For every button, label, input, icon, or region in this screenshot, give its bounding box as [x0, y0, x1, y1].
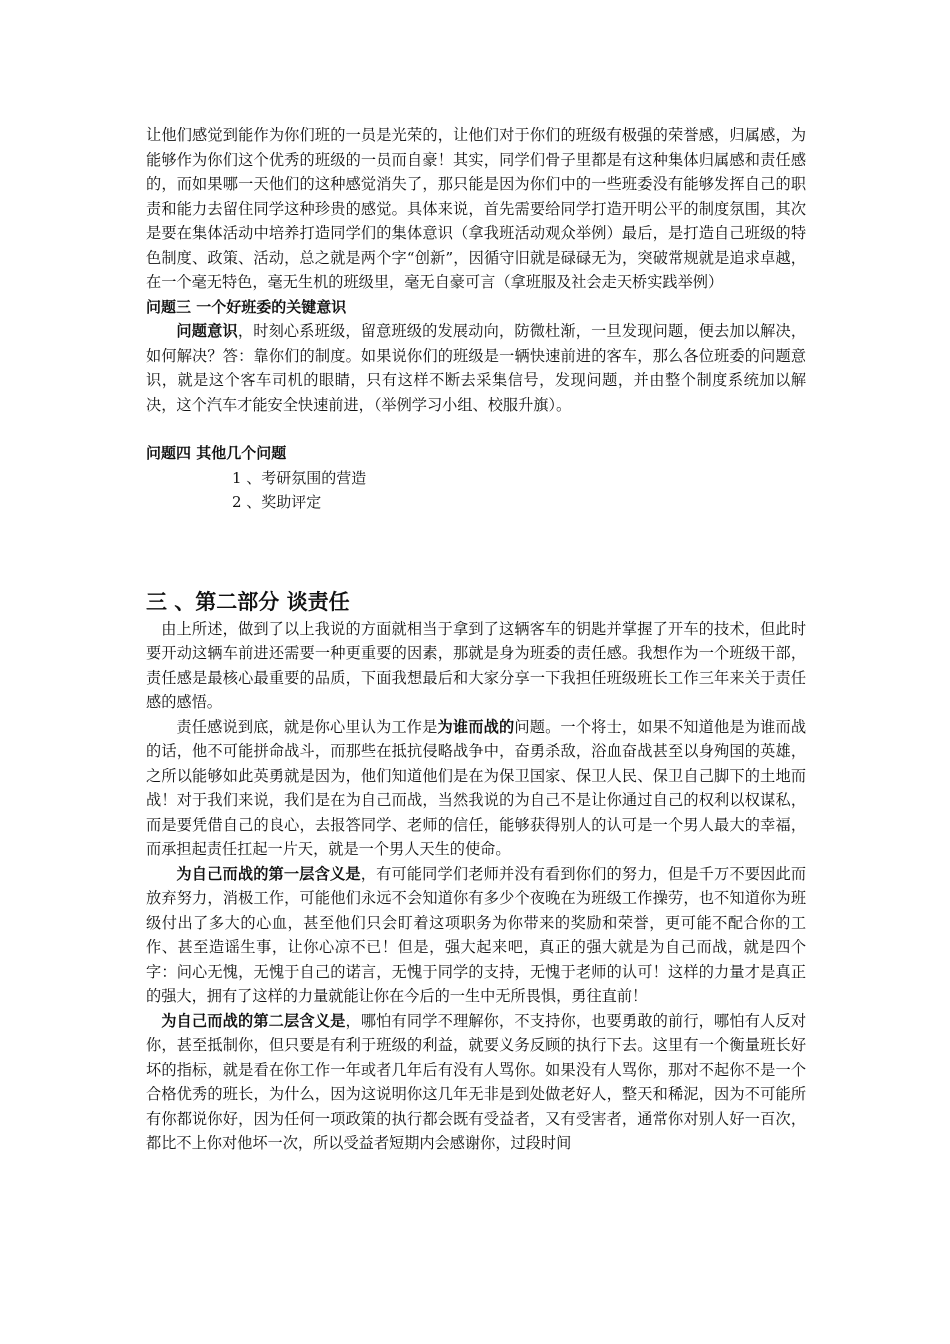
heading-question-four: 问题四 其他几个问题: [146, 444, 287, 462]
spacer: [146, 515, 806, 587]
paragraph-first-meaning: [146, 862, 806, 1009]
fight-for-whom-lead: 责任感说到底，就是你心里认为工作是: [176, 717, 438, 736]
paragraph-class-honor: 让他们感觉到能作为你们班的一员是光荣的，让他们对于你们的班级有极强的荣誉感，归属感，为能够作为你们这个优秀的班级的一员而自豪！其实，同学们骨子里都是有这种集体归属感和责任感的，而如果哪一天他们的这种感觉消失了，那只能是因为你们中的一些班委没有能够发挥自己的职责和能力去留住同学这种珍贵的感觉。具体来说，首先需要给同学打造开明公平的制度氛围，其次是要在集体活动中培养打造同学们的集体意识（拿我班活动观众举例）最后，是打造自己班级的特色制度、政策、活动，总之就是两个字“创新”，因循守旧就是碌碌无为，突破常规就是追求卓越，在一个毫无特色，毫无生机的班级里，毫无自豪可言（拿班服及社会走天桥实践举例）: [146, 126, 806, 291]
bold-term-first-meaning: 为自己而战的第一层含义是: [176, 864, 361, 883]
problem-awareness-text: ，时刻心系班级，留意班级的发展动向，防微杜渐，一旦发现问题，便去加以解决，如何解决？答：靠你们的制度。如果说你们的班级是一辆快速前进的客车，那么各位班委的问题意识，就是这个客车司机的眼睛，只有这样不断去采集信号，发现问题，并由整个制度系统加以解决，这个汽车才能安全快速前进，（举例学习小组、校服升旗）。: [146, 322, 807, 414]
paragraph-problem-awareness: [146, 319, 806, 417]
paragraph-fight-for-whom: [146, 715, 806, 862]
document-body: [146, 123, 806, 1156]
bold-term-problem-awareness: 问题意识: [176, 322, 238, 340]
spacer: [146, 417, 806, 441]
paragraph-responsibility-intro: 由上所述，做到了以上我说的方面就相当于拿到了这辆客车的钥匙并掌握了开车的技术，但此时要开动这辆车前进还需要一种更重要的因素，那就是身为班委的责任感。我想作为一个班级干部，责任感是最核心最重要的品质，下面我想最后和大家分享一下我担任班级班长工作三年来关于责任感的感悟。: [146, 619, 806, 711]
heading-question-three: 问题三 一个好班委的关键意识: [146, 297, 347, 316]
paragraph-second-meaning: [146, 1009, 806, 1156]
first-meaning-text: ，有可能同学们老师并没有看到你们的努力，但是千万不要因此而放弃努力，消极工作，可能他们永远不会知道你有多少个夜晚在为班级工作操劳，也不知道你为班级付出了多大的心血，甚至他们只会盯着这项职务为你带来的奖励和荣誉，更可能不配合你的工作、甚至造谣生事，让你心凉不已！但是，强大起来吧，真正的强大就是为自己而战，就是四个字：问心无愧，无愧于自己的诺言，无愧于同学的支持，无愧于老师的认可！这样的力量才是真正的强大，拥有了这样的力量就能让你在今后的一生中无所畏惧，勇往直前！: [146, 864, 807, 1005]
bold-term-second-meaning: 为自己而战的第二层含义是: [161, 1011, 346, 1030]
list-item-exam-atmosphere: 1 、考研氛围的营造: [232, 468, 367, 487]
section-title-responsibility: 三 、第二部分 谈责任: [146, 589, 350, 614]
bold-term-fight-for-whom: 为谁而战的: [437, 717, 515, 736]
second-meaning-text: ，哪怕有同学不理解你，不支持你，也要勇敢的前行，哪怕有人反对你，甚至抵制你，但只要是有利于班级的利益，就要义务反顾的执行下去。这里有一个衡量班长好坏的指标，就是看在你工作一年或者几年后有没有人骂你。如果没有人骂你，那对不起你不是一个合格优秀的班长，为什么，因为这说明你这几年无非是到处做老好人，整天和稀泥，因为不可能所有你都说你好，因为任何一项政策的执行都会既有受益者，又有受害者，通常你对别人好一百次，都比不上你对他坏一次，所以受益者短期内会感谢你，过段时间: [146, 1011, 807, 1152]
fight-for-whom-text: 问题。一个将士，如果不知道他是为谁而战的话，他不可能拼命战斗，而那些在抵抗侵略战争中，奋勇杀敌，浴血奋战甚至以身殉国的英雄，之所以能够如此英勇就是因为，他们知道他们是在为保卫国家、保卫人民、保卫自己脚下的土地而战！对于我们来说，我们是在为自己而战，当然我说的为自己不是让你通过自己的权利以权谋私，而是要凭借自己的良心，去报答同学、老师的信任，能够获得别人的认可是一个男人最大的幸福，而承担起责任扛起一片天，就是一个男人天生的使命。: [146, 717, 807, 858]
list-item-scholarship-review: 2 、奖助评定: [232, 493, 322, 511]
